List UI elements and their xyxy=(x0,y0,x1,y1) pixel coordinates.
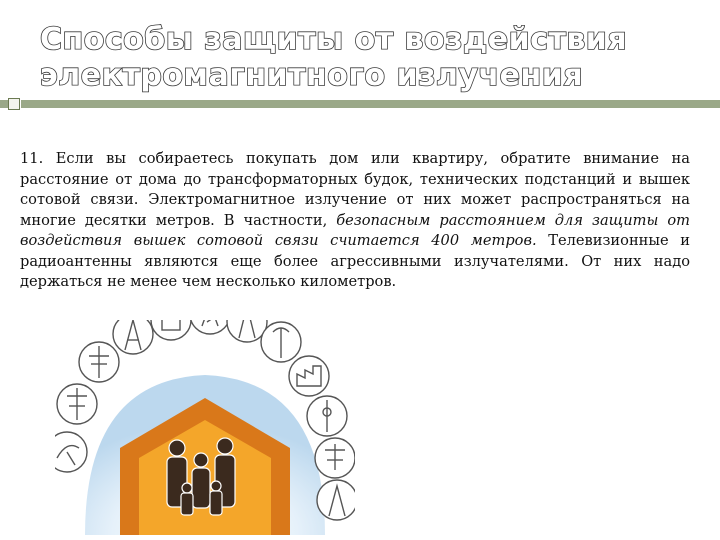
radio-tower-icon xyxy=(261,322,301,362)
title-line-1: Способы защиты от воздействия xyxy=(40,22,628,57)
satellite-dish-icon xyxy=(55,432,87,472)
house-radiation-illustration xyxy=(55,320,355,535)
transformer-icon xyxy=(190,320,230,334)
paragraph-lead: 11. Если вы собираетесь покупать дом или квартиру, обратите внимание на расстояние от дома до трансформаторных будок, технических подстанций и вышек сотовой связи. Электромагнитное излучение от них может распространяться на многие десятки метров. В частности, xyxy=(20,150,690,229)
paragraph-tail: Телевизионные и радиоантенны являются еще более агрессивными излучателями. От них надо держаться не менее чем несколько километров. xyxy=(20,232,691,290)
mast-icon xyxy=(317,480,355,520)
tram-icon xyxy=(151,320,191,340)
tv-tower-icon xyxy=(307,396,347,436)
divider-bar xyxy=(21,100,720,108)
title-line-2: электромагнитного излучения xyxy=(40,58,584,93)
divider-left-segment xyxy=(0,100,8,108)
divider-box xyxy=(8,98,20,110)
power-line-icon xyxy=(57,384,97,424)
factory-icon xyxy=(289,356,329,396)
cell-tower-icon xyxy=(113,320,153,354)
power-substation-icon xyxy=(315,438,355,478)
slide-title xyxy=(40,22,700,94)
paragraph-emphasis: безопасным расстоянием для защиты от воздействия вышек сотовой связи считается 400 метров. xyxy=(20,211,690,249)
body-paragraph xyxy=(20,149,690,293)
title-divider xyxy=(0,98,720,114)
antenna-icon xyxy=(79,342,119,382)
